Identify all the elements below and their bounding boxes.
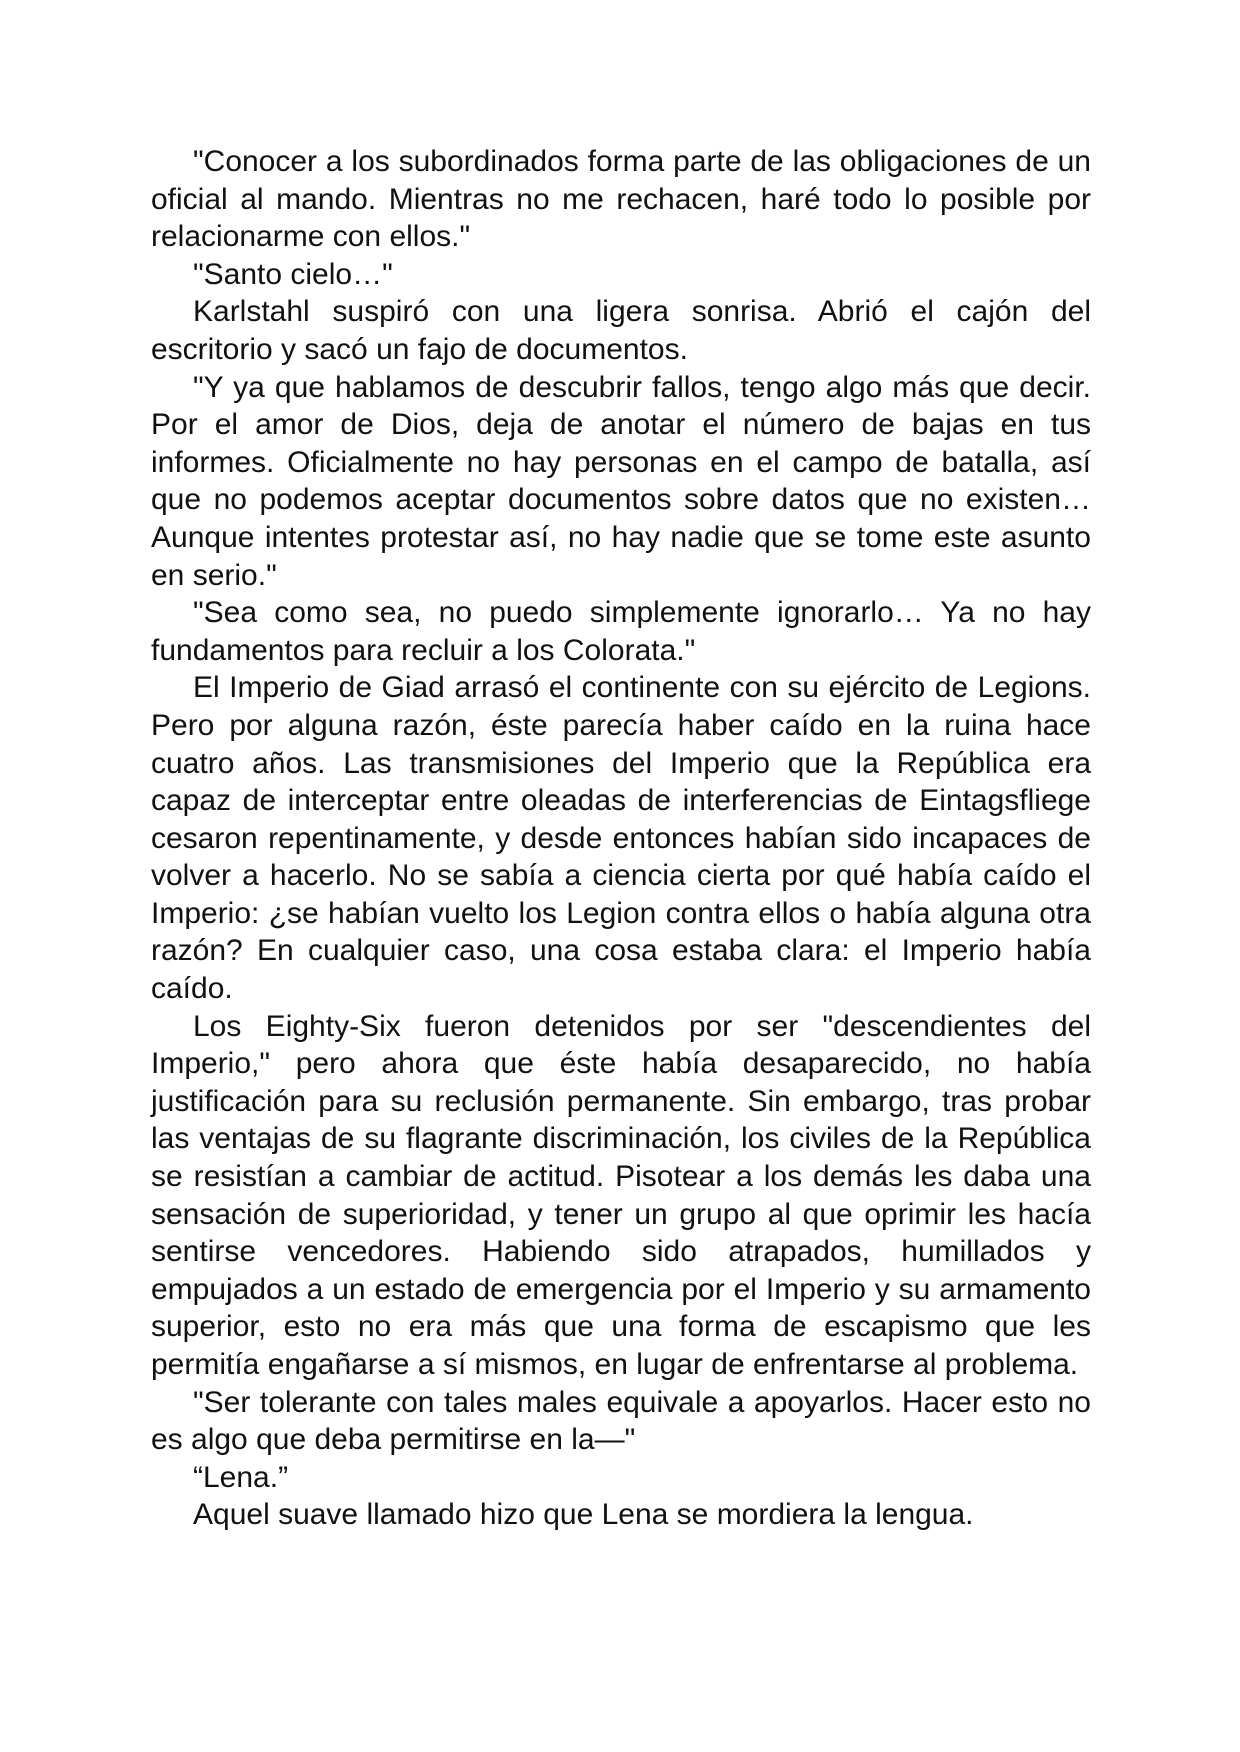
page-text xyxy=(151,143,1091,1534)
paragraph-4: "Y ya que hablamos de descubrir fallos, tengo algo más que decir. Por el amor de Dios, deja de anotar el número de bajas en tus informes. Oficialmente no hay personas en el campo de batalla, así que no podemos aceptar documentos sobre datos que no existen… Aunque intentes protestar así, no hay nadie que se tome este asunto en serio." xyxy=(151,370,1091,592)
paragraph-8: "Ser tolerante con tales males equivale a apoyarlos. Hacer esto no es algo que deba permitirse en la—" xyxy=(151,1385,1091,1457)
paragraph-5: "Sea como sea, no puedo simplemente ignorarlo… Ya no hay fundamentos para recluir a los Colorata." xyxy=(151,596,1091,667)
paragraph-9: “Lena.” xyxy=(193,1460,289,1494)
paragraph-10: Aquel suave llamado hizo que Lena se mordiera la lengua. xyxy=(193,1498,974,1532)
paragraph-2: "Santo cielo…" xyxy=(193,257,393,291)
paragraph-3: Karlstahl suspiró con una ligera sonrisa. Abrió el cajón del escritorio y sacó un fajo de documentos. xyxy=(151,295,1091,366)
paragraph-6: El Imperio de Giad arrasó el continente con su ejército de Legions. Pero por alguna razón, éste parecía haber caído en la ruina hace cuatro años. Las transmisiones del Imperio que la República era capaz de interceptar entre oleadas de interferencias de Eintagsfliege cesaron repentinamente, y desde entonces habían sido incapaces de volver a hacerlo. No se sabía a ciencia cierta por qué había caído el Imperio: ¿se habían vuelto los Legion contra ellos o había alguna otra razón? En cualquier caso, una cosa estaba clara: el Imperio había caído. xyxy=(151,671,1091,1006)
paragraph-1: "Conocer a los subordinados forma parte de las obligaciones de un oficial al mando. Mientras no me rechacen, haré todo lo posible por relacionarme con ellos." xyxy=(151,145,1091,254)
paragraph-7: Los Eighty-Six fueron detenidos por ser "descendientes del Imperio," pero ahora que éste había desaparecido, no había justificación para su reclusión permanente. Sin embargo, tras probar las ventajas de su flagrante discriminación, los civiles de la República se resistían a cambiar de actitud. Pisotear a los demás les daba una sensación de superioridad, y tener un grupo al que oprimir les hacía sentirse vencedores. Habiendo sido atrapados, humillados y empujados a un estado de emergencia por el Imperio y su armamento superior, esto no era más que una forma de escapismo que les permitía engañarse a sí mismos, en lugar de enfrentarse al problema. xyxy=(151,1009,1091,1381)
